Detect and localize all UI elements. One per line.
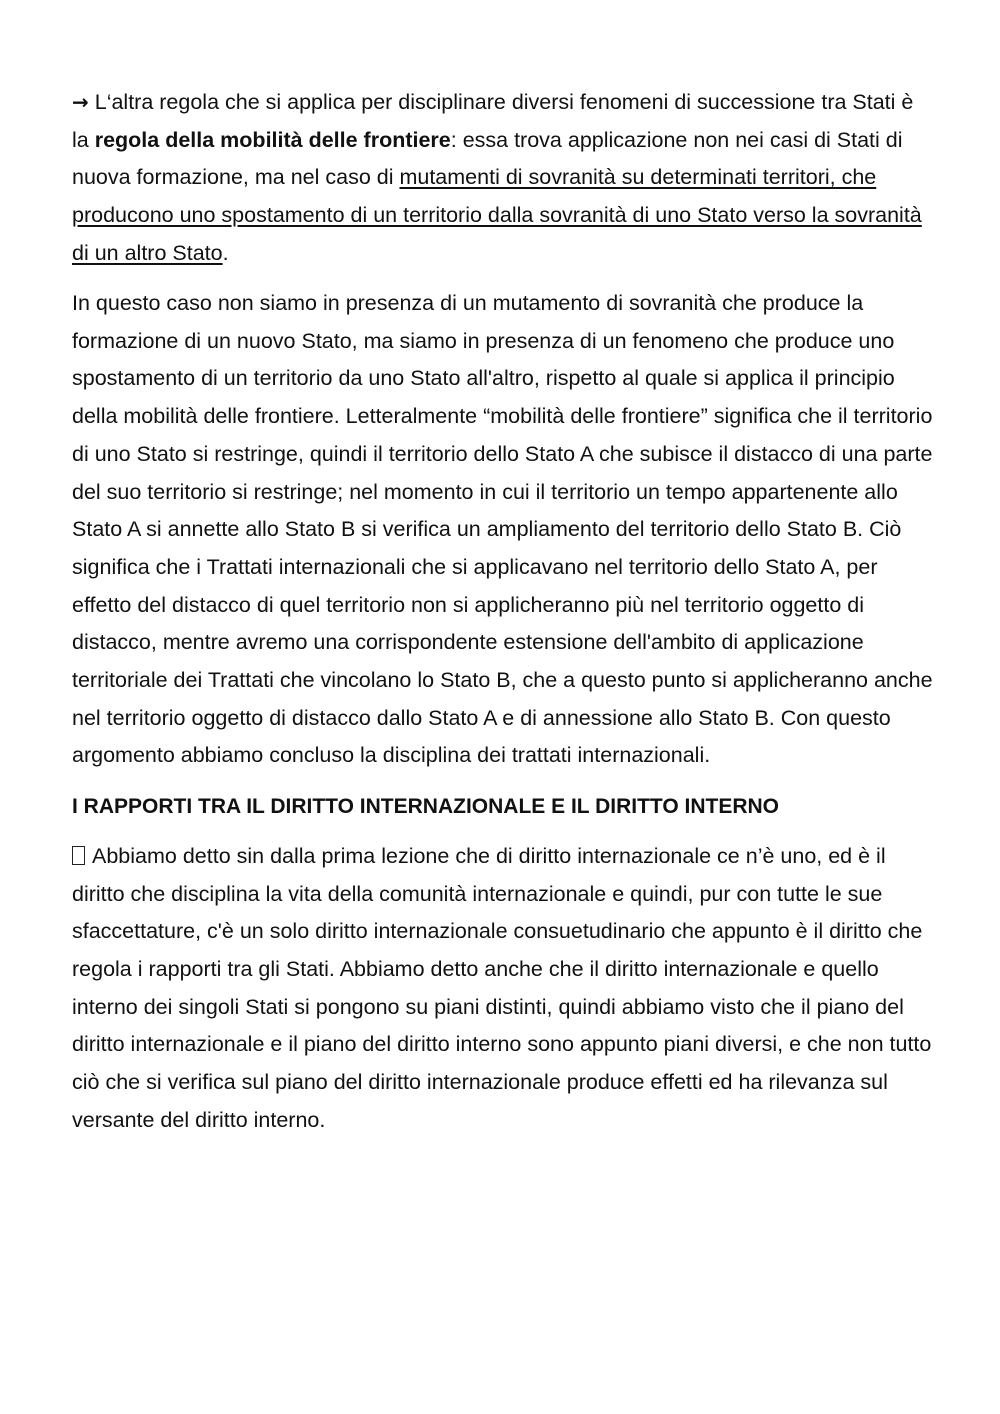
section-heading: I RAPPORTI TRA IL DIRITTO INTERNAZIONALE E IL DIRITTO INTERNO [72,794,780,818]
paragraph-explanation: In questo caso non siamo in presenza di un mutamento di sovranità che produce la formazione di un nuovo Stato, ma siamo in presenza di un fenomeno che produce uno spostamento di un territorio da uno Stato all'altro, rispetto al quale si applica il principio della mobilità delle frontiere. Letteralmente “mobilità delle frontiere” significa che il territorio di uno Stato si restringe, quindi il territorio dello Stato A che subisce il distacco di una parte del suo territorio si restringe; nel momento in cui il territorio un tempo appartenente allo Stato A si annette allo Stato B si verifica un ampliamento del territorio dello Stato B. Ciò significa che i Trattati internazionali che si applicavano nel territorio dello Stato A, per effetto del distacco di quel territorio non si applicheranno più nel territorio oggetto di distacco, mentre avremo una corrispondente estensione dell'ambito di applicazione territoriale dei Trattati che vincolano lo Stato B, che a questo punto si applicheranno anche nel territorio oggetto di distacco dallo Stato A e di annessione allo Stato B. Con questo argomento abbiamo concluso la disciplina dei trattati internazionali. [72,291,933,768]
document-page [72,84,934,1152]
missing-glyph-icon [72,846,85,865]
paragraph-international-law [72,838,934,1140]
paragraph-end-text: . [222,240,229,265]
paragraph-mobility-rule [72,84,934,273]
paragraph-middle-text: : essa trova applicazione non nei casi di Stati di nuova formazione, ma nel caso di [72,127,903,190]
arrow-right-icon: → [72,90,89,114]
paragraph-international-law-text: Abbiamo detto sin dalla prima lezione che di diritto internazionale ce n’è uno, ed è il diritto che disciplina la vita della comunità internazionale e quindi, pur con tutte le sue sfaccettature, c'è un solo diritto internazionale consuetudinario che appunto è il diritto che regola i rapporti tra gli Stati. Abbiamo detto anche che il diritto internazionale e quello interno dei singoli Stati si pongono su piani distinti, quindi abbiamo visto che il piano del diritto internazionale e il piano del diritto interno sono appunto piani diversi, e che non tutto ciò che si verifica sul piano del diritto internazionale produce effetti ed ha rilevanza sul versante del diritto interno. [72,843,932,1132]
underlined-phrase: mutamenti di sovranità su determinati territori, che producono uno spostamento di un territorio dalla sovranità di uno Stato verso la sovranità di un altro Stato [72,165,922,265]
bold-term: regola della mobilità delle frontiere [94,127,451,152]
paragraph-intro-text: L‘altra regola che si applica per disciplinare diversi fenomeni di successione tra Stati è la [72,90,914,152]
